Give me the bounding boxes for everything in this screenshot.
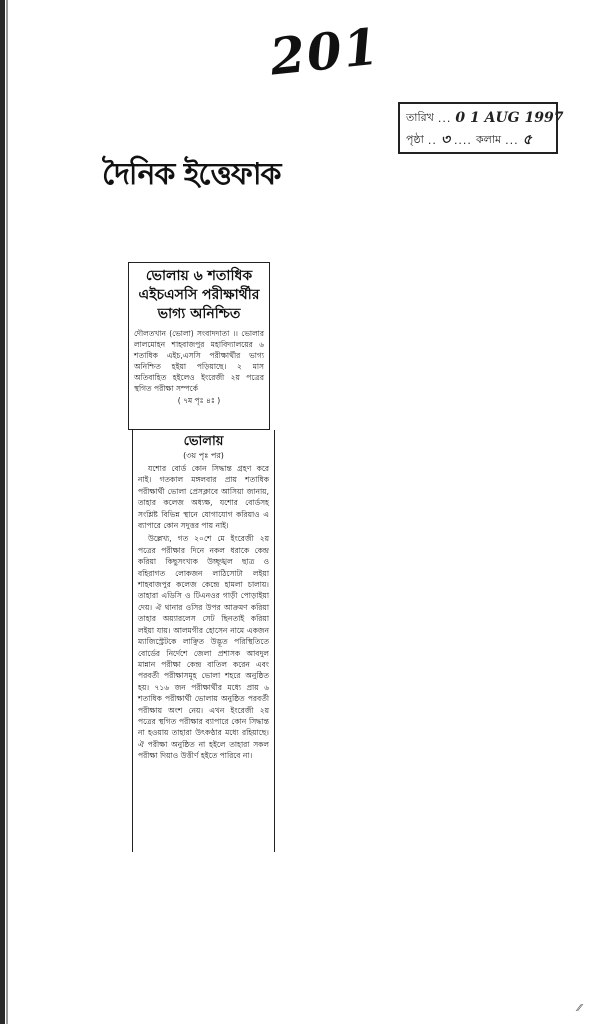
article-paragraph-1: যশোর বোর্ড কোন সিদ্ধান্ত গ্রহণ করে নাই। গতকাল মঙ্গলবার প্রায় শতাধিক পরীক্ষার্থী ভোলা প্রেসক্লাবে আসিয়া জানায়, তাহার কলেজ অধ্যক্ষ, যশোর বোর্ডসহ সংশ্লিষ্ট বিভিন্ন স্থানে যোগাযোগ করিয়াও এ ব্যাপারে কোন সদুত্তর পায় নাই। xyxy=(138,464,269,531)
continuation-sub: (৩য় পৃঃ পর) xyxy=(183,451,224,460)
stamp-page-value: ৩ xyxy=(440,132,450,148)
stamp-date-value: 0 1 AUG 1997 xyxy=(455,110,564,126)
article-lead: দৌলতখান (ভোলা) সংবাদদাতা ।। ভোলার লালমোহন শাহবাজপুর মহাবিদ্যালয়ের ৬ শতাধিক এইচ,এসসি পরীক্ষার্থীর ভাগ্য অনিশ্চিত হইয়া পড়িয়াছে। ২ মাস অতিবাহিত হইলেও ইংরেজী ২য় পত্রের স্থগিত পরীক্ষা সম্পর্কে xyxy=(134,329,264,393)
newspaper-name: দৈনিক ইত্তেফাক xyxy=(102,157,281,192)
stamp-page-label: পৃষ্ঠা xyxy=(406,132,424,146)
corner-mark: ⁄⁄ xyxy=(578,1004,582,1014)
stamp-column-label: কলাম xyxy=(475,132,502,146)
stamp-date-row: তারিখ ... 0 1 AUG 1997 xyxy=(406,110,564,126)
scan-edge-shadow xyxy=(6,0,8,1024)
clipping-continuation xyxy=(132,430,275,852)
scan-edge xyxy=(0,0,5,1024)
stamp-page-row: পৃষ্ঠা .. ৩ .... কলাম ... ৫ xyxy=(406,129,550,151)
stamp-date-label: তারিখ xyxy=(406,110,434,124)
continued-marker: ( ৭ম পৃঃ ৪ঃ ) xyxy=(177,396,221,405)
article-paragraph-2: উল্লেখ্য, গত ২০শে মে ইংরেজী ২য় পত্রের পরীক্ষার দিনে নকল ধরাকে কেন্দ্র করিয়া কিছুসংখ্যক উচ্ছৃঙ্খল ছাত্র ও বহিরাগত লোকজন লাঠিসোটা লইয়া শাহবাজপুর কলেজ কেন্দ্রে হামলা চালায়। তাহারা এডিসি ও টিএনওর গাড়ী পোড়াইয়া দেয়। ঐ থানার ওসির উপর আক্রমণ করিয়া তাহার অয়্যারলেস সেট ছিনতাই করিয়া লইয়া যায়। আলমগীর হোসেন নামে একজন ম্যাজিস্ট্রেটকে লাঞ্ছিত উদ্ভূত পরিস্থিতিতে বোর্ডের নির্দেশে জেলা প্রশাসক আবদুল মান্নান পরীক্ষা কেন্দ্র বাতিল করেন এবং পরবর্তী পরীক্ষাসমূহ ভোলা শহরে অনুষ্ঠিত হয়। ৭১৬ জন পরীক্ষার্থীর মধ্যে প্রায় ৬ শতাধিক পরীক্ষার্থী ভোলায় অনুষ্ঠিত পরবর্তী পরীক্ষায় অংশ নেয়। এখন ইংরেজী ২য় পত্রের স্থগিত পরীক্ষার ব্যাপারে কোন সিদ্ধান্ত না হওয়ায় তাহারা উৎকণ্ঠার মধ্যে রহিয়াছে। ঐ পরীক্ষা অনুষ্ঠিত না হইলে তাহারা সকল পরীক্ষা দিয়াও উত্তীর্ণ হইতে পারিবে না। xyxy=(138,534,269,761)
article-headline: ভোলায় ৬ শতাধিক এইচএসসি পরীক্ষার্থীর ভাগ্য অনিশ্চিত xyxy=(138,268,260,322)
continuation-heading: ভোলায় xyxy=(183,434,224,449)
stamp-column-value: ৫ xyxy=(522,132,532,148)
clipping-front xyxy=(128,262,270,430)
handwritten-page-number: 201 xyxy=(267,16,384,87)
date-stamp xyxy=(398,102,564,154)
